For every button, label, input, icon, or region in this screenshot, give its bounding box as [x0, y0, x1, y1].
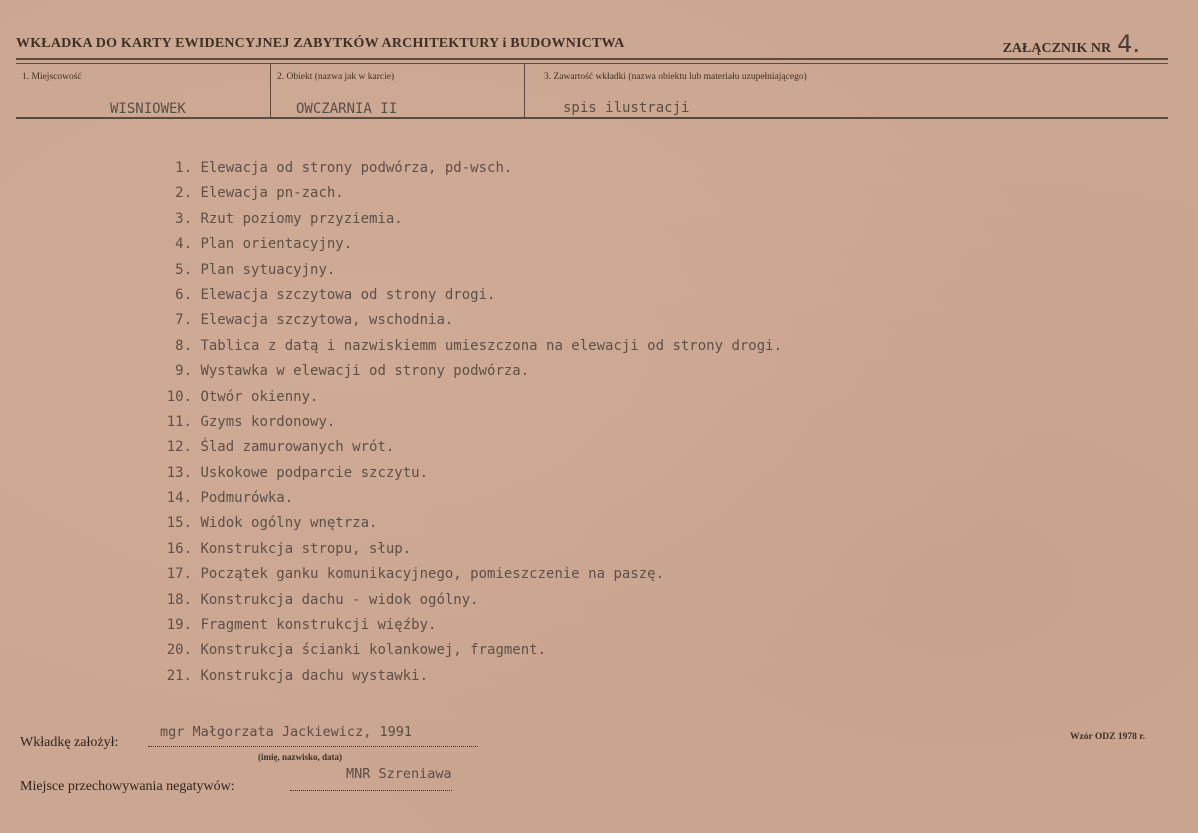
storage-label: Miejsce przechowywania negatywów: [20, 779, 235, 794]
object-value: OWCZARNIA II [296, 101, 398, 117]
founder-hint: (imię, nazwisko, data) [258, 752, 342, 762]
list-item: 13. Uskokowe podparcie szczytu. [166, 464, 429, 481]
form-code: Wzór ODZ 1978 r. [1070, 732, 1145, 742]
list-item: 17. Początek ganku komunikacyjnego, pomieszczenie na paszę. [166, 566, 665, 583]
list-item: 4. Plan orientacyjny. [175, 236, 353, 253]
header-rule [16, 58, 1168, 60]
list-item: 2. Elewacja pn-zach. [175, 185, 344, 202]
illustration-list [150, 158, 782, 691]
list-item: 5. Plan sytuacyjny. [175, 261, 336, 278]
list-item: 12. Ślad zamurowanych wrót. [166, 439, 395, 456]
object-label: 2. Obiekt (nazwa jak w karcie) [277, 72, 395, 82]
list-item: 19. Fragment konstrukcji więźby. [166, 617, 437, 634]
list-item: 3. Rzut poziomy przyziemia. [175, 210, 403, 227]
list-item: 9. Wystawka w elewacji od strony podwórza. [175, 363, 530, 380]
content-label: 3. Zawartość wkładki (nazwa obiektu lub materiału uzupełniającego) [544, 72, 807, 82]
founder-value: mgr Małgorzata Jackiewicz, 1991 [160, 724, 412, 740]
annex-number: 4. [1117, 30, 1140, 58]
field-divider [270, 64, 271, 118]
field-divider [524, 64, 525, 118]
header-rule-thin [16, 63, 1168, 64]
list-item: 10. Otwór okienny. [166, 388, 319, 405]
list-item: 1. Elewacja od strony podwórza, pd-wsch. [175, 160, 513, 176]
list-item: 21. Konstrukcja dachu wystawki. [166, 667, 429, 684]
list-item: 18. Konstrukcja dachu - widok ogólny. [166, 591, 479, 608]
list-item: 6. Elewacja szczytowa od strony drogi. [175, 286, 496, 303]
storage-value: MNR Szreniawa [346, 766, 452, 782]
fields-bottom-rule [16, 117, 1168, 119]
list-item: 20. Konstrukcja ścianki kolankowej, fragment. [166, 642, 547, 659]
founder-line [148, 746, 478, 747]
storage-line [290, 790, 452, 791]
founder-label: Wkładkę założył: [20, 735, 119, 750]
list-item: 11. Gzyms kordonowy. [166, 413, 336, 430]
annex-label [1003, 30, 1140, 58]
place-value: WISNIOWEK [110, 101, 186, 117]
list-item: 8. Tablica z datą i nazwiskiemm umieszczona na elewacji od strony drogi. [175, 337, 783, 354]
place-label: 1. Miejscowość [22, 72, 82, 82]
list-item: 14. Podmurówka. [166, 490, 294, 507]
annex-label-text: ZAŁĄCZNIK NR [1002, 41, 1112, 56]
list-item: 16. Konstrukcja stropu, słup. [166, 540, 412, 557]
list-item: 15. Widok ogólny wnętrza. [166, 515, 378, 532]
card-title: WKŁADKA DO KARTY EWIDENCYJNEJ ZABYTKÓW ARCHITEKTURY i BUDOWNICTWA [16, 36, 625, 51]
content-value: spis ilustracji [563, 100, 690, 116]
list-item: 7. Elewacja szczytowa, wschodnia. [175, 312, 454, 329]
